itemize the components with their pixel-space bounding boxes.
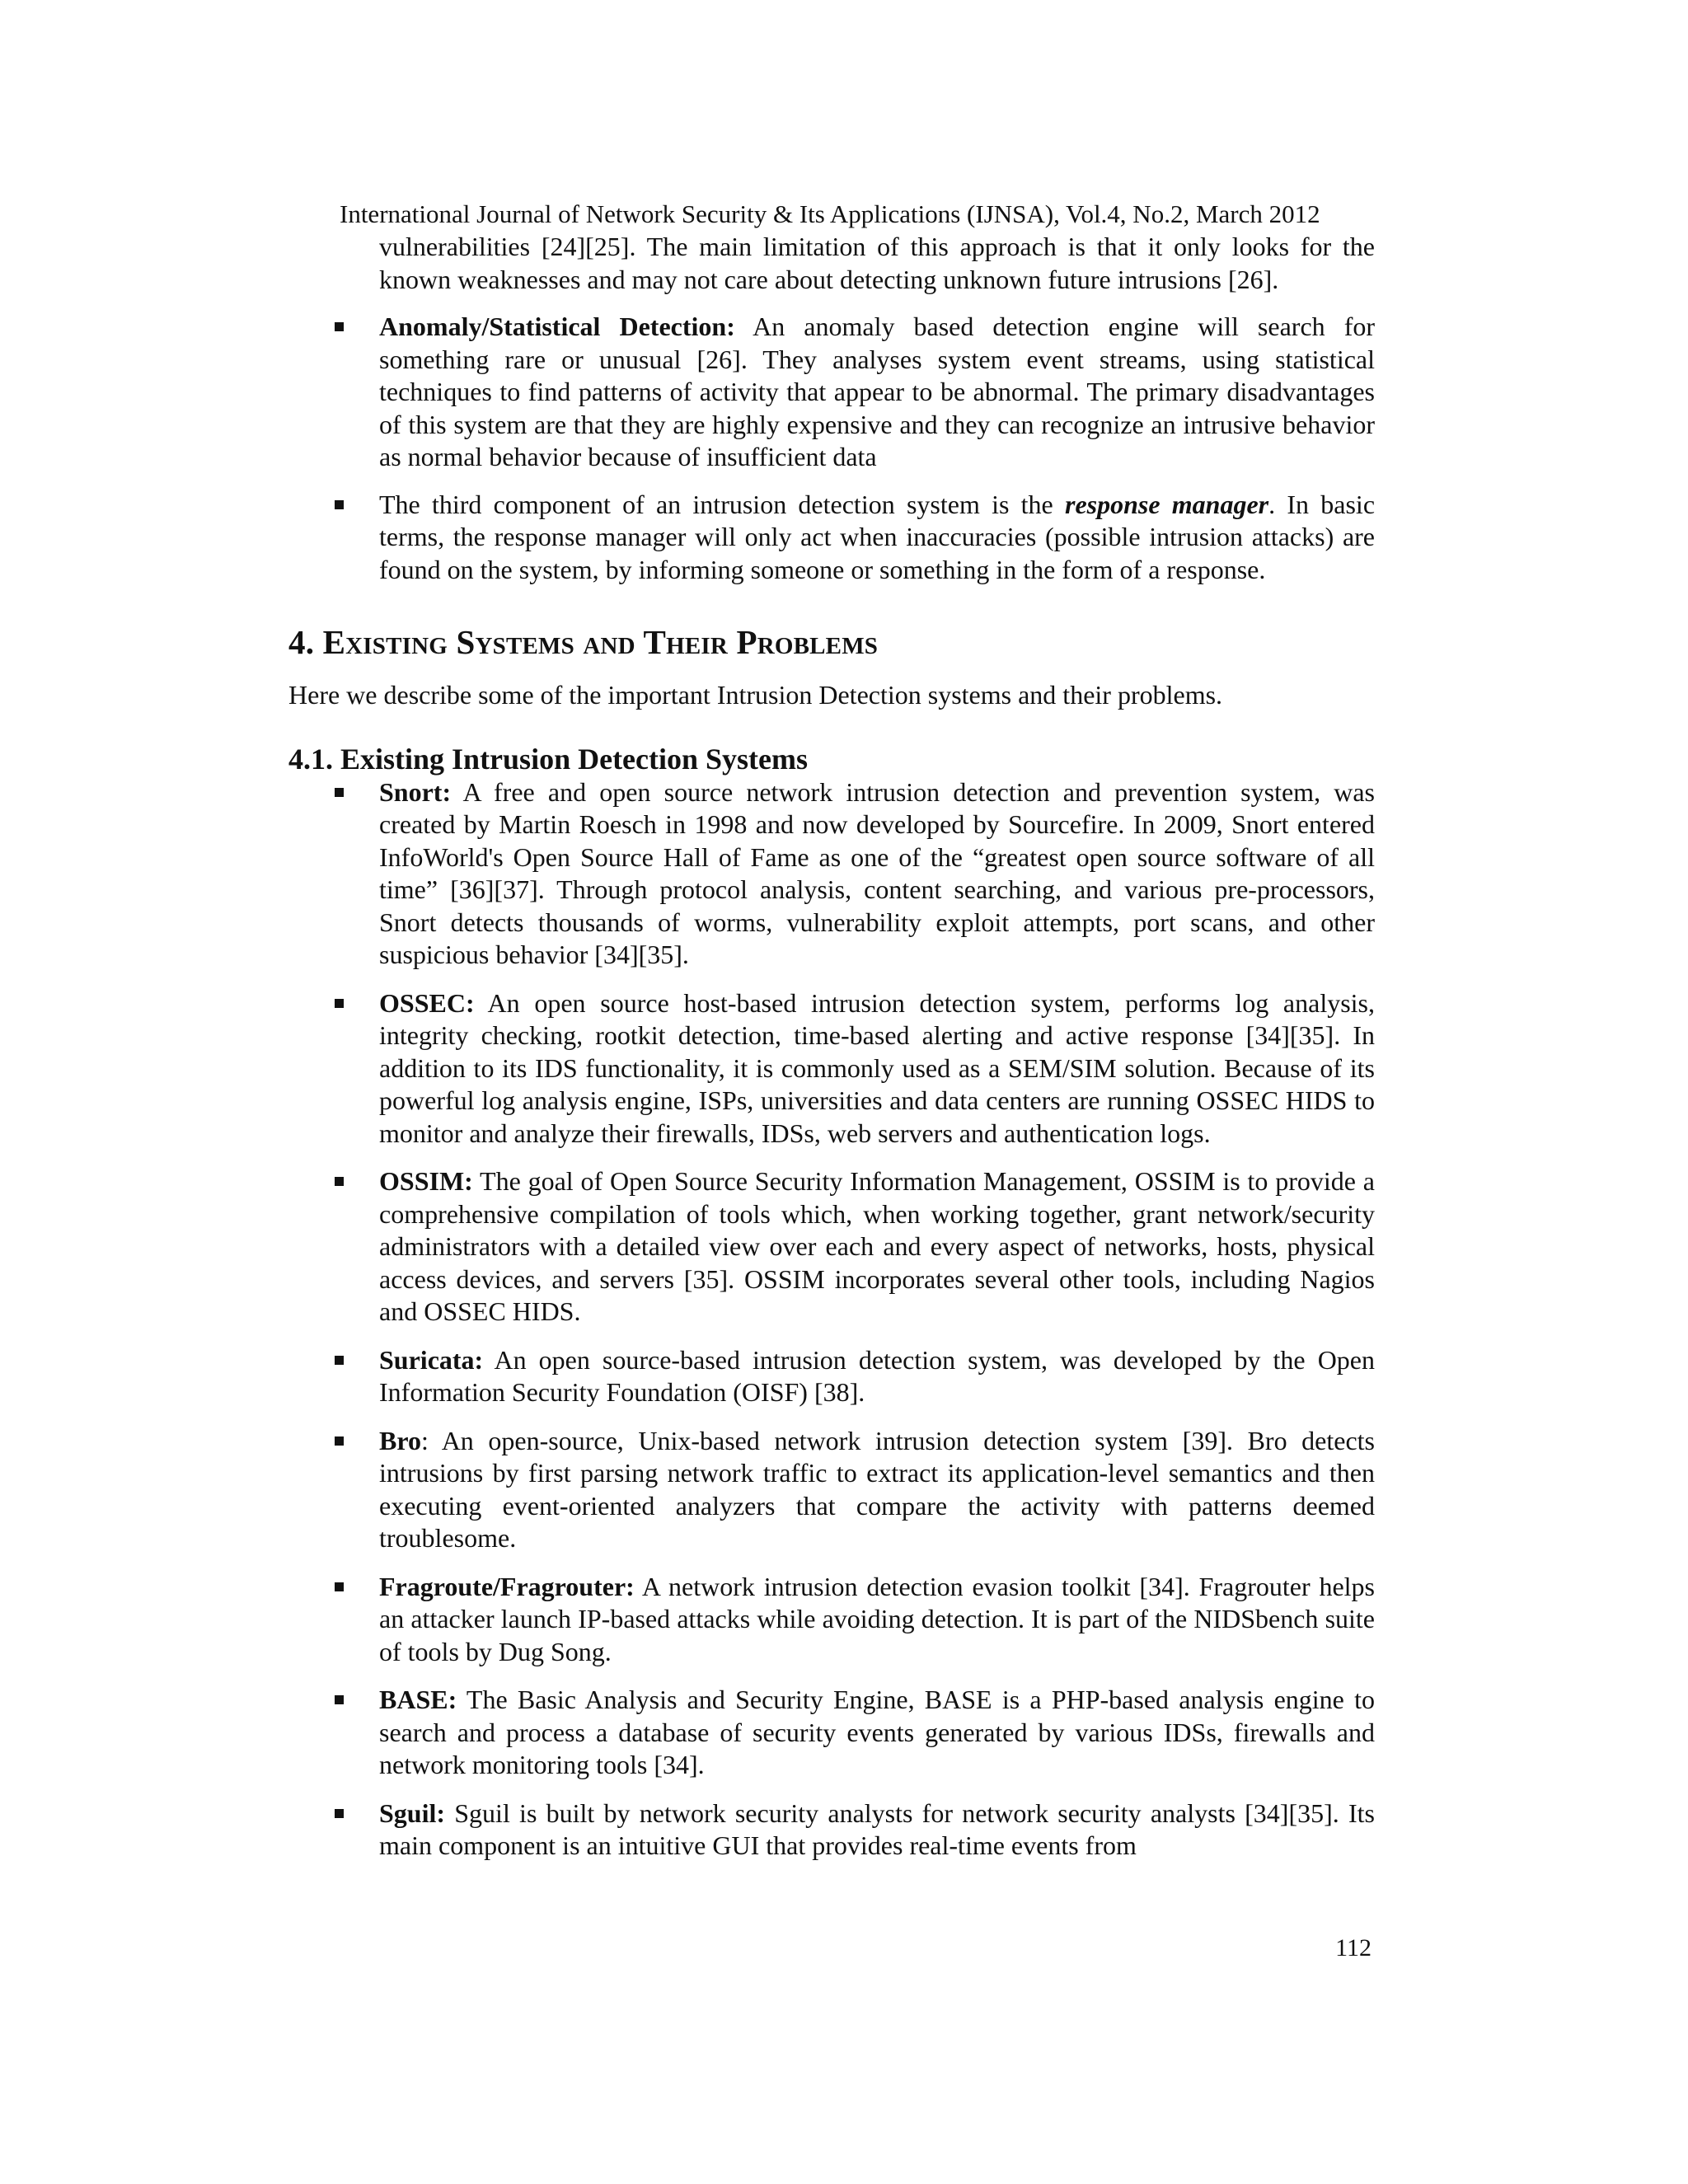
square-bullet-icon: [335, 1695, 344, 1704]
list-item-bro: [288, 1425, 1375, 1555]
item-text: : An open-source, Unix-based network intrusion detection system [39]. Bro detects intrusions by first parsing network traffic to extract its application-level semantics and then executing event-oriented analyzers that compare the activity with patterns deemed troublesome.: [379, 1425, 1375, 1553]
item-term: OSSIM:: [379, 1166, 473, 1196]
item-text: A network intrusion detection evasion toolkit [34]. Fragrouter helps an attacker launch IP-based attacks while avoiding detection. It is part of the NIDSbench suite of tools by Dug Song.: [379, 1571, 1375, 1666]
square-bullet-icon: [335, 1582, 344, 1591]
square-bullet-icon: [335, 1436, 344, 1446]
square-bullet-icon: [335, 1177, 344, 1186]
square-bullet-icon: [335, 1356, 344, 1365]
list-item-response-manager: [288, 489, 1375, 587]
page-number: 112: [1335, 1934, 1372, 1961]
item-term: Snort:: [379, 776, 452, 807]
page-content: [288, 231, 1375, 1863]
continuation-paragraph: vulnerabilities [24][25]. The main limitation of this approach is that it only looks for the known weaknesses and may not care about detecting unknown future intrusions [26].: [379, 232, 1375, 294]
list-item-fragroute: [288, 1571, 1375, 1669]
list-item-suricata: [288, 1344, 1375, 1409]
square-bullet-icon: [335, 788, 344, 797]
item-emphasis: response manager: [1064, 489, 1269, 519]
list-item-snort: [288, 776, 1375, 972]
square-bullet-icon: [335, 322, 344, 331]
detection-list: [288, 311, 1375, 586]
item-term: Sguil:: [379, 1797, 446, 1828]
list-item-sguil: [288, 1797, 1375, 1863]
item-text-after: . In basic terms, the response manager will only act when inaccuracies (possible intrusion attacks) are found on the system, by informing someone or something in the form of a response.: [379, 489, 1376, 584]
subsection-heading: 4.1. Existing Intrusion Detection Systems: [288, 742, 809, 776]
item-text: Sguil is built by network security analysts for network security analysts [34][35]. Its main component is an intuitive GUI that provides real-time events from: [379, 1797, 1375, 1860]
item-term: BASE:: [379, 1685, 457, 1714]
item-text: The goal of Open Source Security Information Management, OSSIM is to provide a comprehensive compilation of tools which, when working together, grant network/security administrators with a detailed view over each and every aspect of networks, hosts, physical access devices, and servers [35]. OSSIM incorporates several other tools, including Nagios and OSSEC HIDS.: [379, 1166, 1375, 1326]
list-item-base: [288, 1684, 1375, 1782]
list-item-anomaly-detection: [288, 311, 1375, 474]
item-term: OSSEC:: [379, 987, 475, 1018]
item-term: Anomaly/Statistical Detection:: [379, 312, 735, 341]
item-text: An anomaly based detection engine will search for something rare or unusual [26]. They analyses system event streams, using statistical techniques to find patterns of activity that appear to be abnormal. The primary disadvantages of this system are that they are highly expensive and they can recognize an intrusive behavior as normal behavior because of insufficient data: [379, 312, 1376, 471]
item-text-before: The third component of an intrusion detection system is the: [379, 489, 1065, 519]
section-intro: Here we describe some of the important Intrusion Detection systems and their problems.: [288, 680, 1223, 710]
item-text: A free and open source network intrusion detection and prevention system, was created by Martin Roesch in 1998 and now developed by Sourcefire. In 2009, Snort entered InfoWorld's Open Source Hall of Fame as one of the “greatest open source software of all time” [36][37]. Through protocol analysis, content searching, and various pre-processors, Snort detects thousands of worms, vulnerability exploit attempts, port scans, and other suspicious behavior [34][35].: [379, 776, 1375, 969]
item-text: An open source-based intrusion detection system, was developed by the Open Information Security Foundation (OISF) [38].: [379, 1344, 1375, 1407]
list-item-ossec: [288, 987, 1375, 1151]
item-text: An open source host-based intrusion detection system, performs log analysis, integrity checking, rootkit detection, time-based alerting and active response [34][35]. In addition to its IDS functionality, it is commonly used as a SEM/SIM solution. Because of its powerful log analysis engine, ISPs, universities and data centers are running OSSEC HIDS to monitor and analyze their firewalls, IDSs, web servers and authentication logs.: [379, 987, 1375, 1148]
square-bullet-icon: [335, 1809, 344, 1818]
ids-list: [288, 776, 1375, 1863]
item-text: The Basic Analysis and Security Engine, BASE is a PHP-based analysis engine to search and process a database of security events generated by various IDSs, firewalls and network monitoring tools [34].: [379, 1685, 1375, 1779]
item-term: Suricata:: [379, 1344, 484, 1375]
square-bullet-icon: [335, 500, 344, 509]
item-term: Fragroute/Fragrouter:: [379, 1571, 635, 1601]
list-item-ossim: [288, 1165, 1375, 1329]
running-header: International Journal of Network Security & Its Applications (IJNSA), Vol.4, No.2, March 2012: [340, 199, 1320, 228]
section-heading: 4. Existing Systems and Their Problems: [288, 623, 879, 661]
item-term: Bro: [379, 1425, 421, 1455]
square-bullet-icon: [335, 999, 344, 1008]
